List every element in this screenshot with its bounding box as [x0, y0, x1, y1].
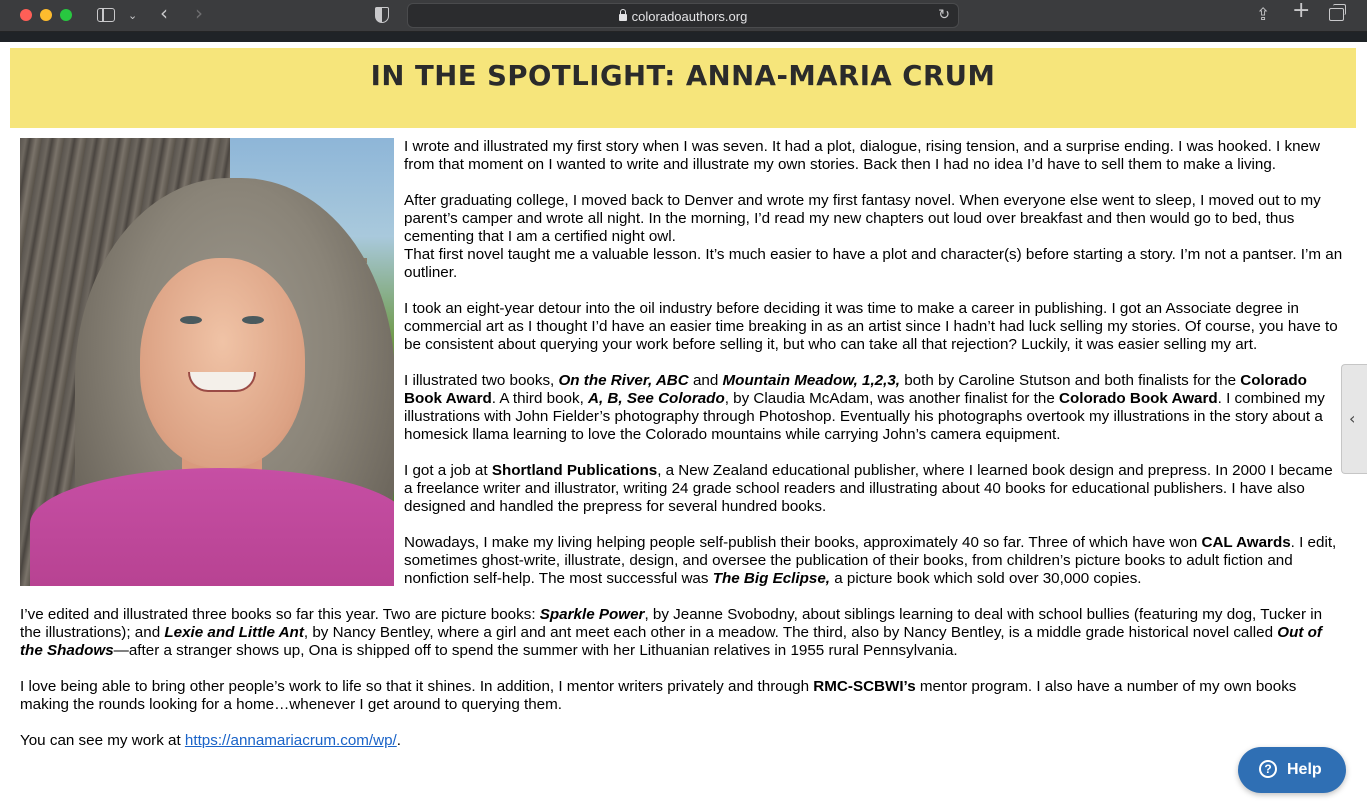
paragraph-8: I love being able to bring other people’s work to life so that it shines. In addition, I mentor writers privately and through RMC-SCBWI’s mentor program. I also have a number of my own books making the rounds looking for a home…whenever I get around to querying them.	[20, 678, 1297, 713]
help-button[interactable]	[1238, 747, 1346, 793]
author-photo	[20, 138, 394, 586]
article-body	[20, 138, 1345, 768]
minimize-window-button[interactable]	[40, 9, 52, 21]
paragraph-3: I took an eight-year detour into the oil industry before deciding it was time to make a career in publishing. I got an Associate degree in commercial art as I thought I’d have an easier time breaking in as an artist since I hadn’t had luck selling my stories. Of course, you have to be consistent about querying your work before selling it, but who can take all that rejection? Luckily, it was easier selling my art.	[404, 300, 1338, 353]
plus-icon[interactable]: +	[1292, 0, 1311, 23]
paragraph-2a: After graduating college, I moved back to Denver and wrote my first fantasy novel. When everyone else went to sleep, I moved out to my parent’s camper and wrote all night. In the morning, I’d read my new chapters out loud over breakfast and then would go to bed, thus cementing that I am a certified night owl.	[404, 192, 1321, 245]
portfolio-link[interactable]: https://annamariacrum.com/wp/	[184, 732, 397, 749]
forward-icon[interactable]: ›	[195, 1, 203, 25]
paragraph-1: I wrote and illustrated my first story when I was seven. It had a plot, dialogue, rising tension, and a surprise ending. I was hooked. I knew from that moment on I wanted to write and illustrate my own stories. Back then I had no idea I’d have to sell them to make a living.	[404, 138, 1320, 173]
title-banner	[10, 48, 1356, 128]
paragraph-4: I illustrated two books, On the River, ABC and Mountain Meadow, 1,2,3, both by Caroline Stutson and both finalists for the Colorado Book Award. A third book, A, B, See Colorado, by Claudia McAdam, was another finalist for the Colorado Book Award. I combined my illustrations with John Fielder’s photography through Photoshop. Eventually his photographs overtook my illustrations in the story about a homesick llama learning to love the Colorado mountains while carrying John’s camera equipment.	[404, 372, 1325, 443]
url-text: coloradoauthors.org	[631, 9, 748, 24]
lock-icon	[619, 14, 627, 21]
chevron-down-icon[interactable]: ⌄	[128, 9, 138, 22]
paragraph-7: I’ve edited and illustrated three books so far this year. Two are picture books: Sparkle Power, by Jeanne Svobodny, about siblings learning to deal with school bullies (featuring my dog, Tucker in the illustrations); and Lexie and Little Ant, by Nancy Bentley, where a girl and ant meet each other in a meadow. The third, also by Nancy Bentley, is a middle grade historical novel called Out of the Shadows—after a stranger shows up, Ona is shipped off to spend the summer with her Lithuanian relatives in 1955 rural Pennsylvania.	[20, 606, 1323, 659]
sidebar-icon[interactable]	[97, 8, 115, 22]
paragraph-9: You can see my work at https://annamariacrum.com/wp/.	[20, 732, 402, 749]
address-bar[interactable]	[407, 3, 959, 28]
tab-overview-icon[interactable]	[1329, 8, 1344, 21]
reload-icon[interactable]: ↻	[938, 7, 950, 23]
shield-icon[interactable]	[375, 7, 389, 23]
share-icon[interactable]: ⇪	[1256, 5, 1271, 25]
fullscreen-window-button[interactable]	[60, 9, 72, 21]
web-page	[0, 42, 1367, 810]
question-icon: ?	[1259, 760, 1277, 778]
chevron-left-icon: ‹	[1349, 409, 1356, 428]
close-window-button[interactable]	[20, 9, 32, 21]
paragraph-2b: That first novel taught me a valuable lesson. It’s much easier to have a plot and character(s) before starting a story. I’m not a pantser. I’m an outliner.	[404, 246, 1343, 281]
browser-toolbar	[0, 0, 1367, 32]
paragraph-6: Nowadays, I make my living helping people self-publish their books, approximately 40 so far. Three of which have won CAL Awards. I edit, sometimes ghost-write, illustrate, design, and oversee the publication of their books, from children’s picture books to adult fiction and nonfiction self-help. The most successful was The Big Eclipse, a picture book which sold over 30,000 copies.	[404, 534, 1337, 587]
side-panel-toggle[interactable]	[1341, 364, 1367, 474]
help-label: Help	[1287, 761, 1322, 778]
back-icon[interactable]: ‹	[160, 1, 168, 25]
paragraph-5: I got a job at Shortland Publications, a New Zealand educational publisher, where I learned book design and prepress. In 2000 I became a freelance writer and illustrator, writing 24 grade school readers and illustrating about 40 books for educational publishers. I have also designed and handled the prepress for several hundred books.	[404, 462, 1333, 515]
page-title: IN THE SPOTLIGHT: ANNA-MARIA CRUM	[370, 60, 996, 92]
